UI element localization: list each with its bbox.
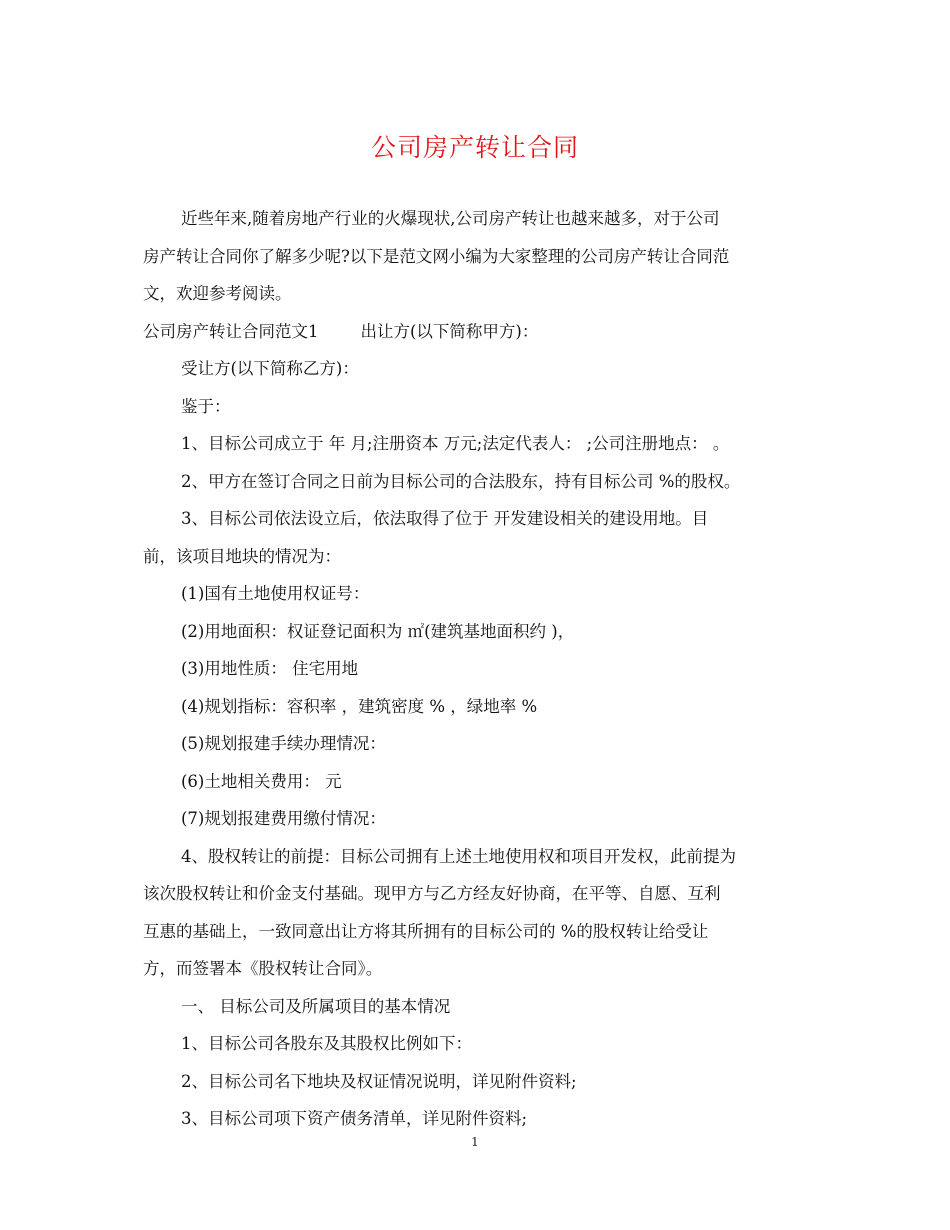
paragraph-line: (6)土地相关费用： 元 xyxy=(181,771,342,791)
paragraph-line: 1、目标公司成立于 年 月;注册资本 万元;法定代表人： ;公司注册地点： 。 xyxy=(181,434,730,453)
paragraph-line: 房产转让合同你了解多少呢?以下是范文网小编为大家整理的公司房产转让合同范 xyxy=(143,246,730,266)
document-body xyxy=(143,200,811,1138)
paragraph-line: 文，欢迎参考阅读。 xyxy=(143,284,292,303)
paragraph-line: 前，该项目地块的情况为： xyxy=(143,546,341,566)
paragraph-line: (1)国有土地使用权证号： xyxy=(181,584,370,603)
paragraph-line: (7)规划报建费用缴付情况： xyxy=(181,809,386,828)
section-heading: 公司房产转让合同范文1 xyxy=(143,321,319,341)
paragraph-line: 1、目标公司各股东及其股权比例如下： xyxy=(181,1034,472,1053)
paragraph-line: (5)规划报建手续办理情况： xyxy=(181,734,386,753)
paragraph-line: 受让方(以下简称乙方)： xyxy=(181,359,359,378)
paragraph-line: (3)用地性质： 住宅用地 xyxy=(181,659,359,678)
paragraph-line: 该次股权转让和价金支付基础。现甲方与乙方经友好协商，在平等、自愿、互利 xyxy=(143,884,721,903)
paragraph-line: 3、目标公司项下资产债务清单，详见附件资料; xyxy=(181,1109,528,1128)
page-number: 1 xyxy=(471,1135,479,1149)
paragraph-line: (4)规划指标：容积率 ，建筑密度 % ，绿地率 % xyxy=(181,696,538,716)
paragraph-line: 一、 目标公司及所属项目的基本情况 xyxy=(181,996,451,1016)
paragraph-line: 近些年来,随着房地产行业的火爆现状,公司房产转让也越来越多，对于公司 xyxy=(181,209,720,228)
paragraph-line: 互惠的基础上，一致同意出让方将其所拥有的目标公司的 %的股权转让给受让 xyxy=(143,921,709,941)
paragraph-line: 鉴于： xyxy=(181,396,231,416)
paragraph-line: 4、股权转让的前提：目标公司拥有上述土地使用权和项目开发权，此前提为 xyxy=(181,846,736,866)
paragraph-text: 出让方(以下简称甲方)： xyxy=(360,321,539,341)
section-heading-line xyxy=(143,313,811,351)
paragraph-line: 2、甲方在签订合同之日前为目标公司的合法股东，持有目标公司 %的股权。 xyxy=(181,471,741,491)
document-title: 公司房产转让合同 xyxy=(370,133,579,162)
paragraph-line: 3、目标公司依法设立后，依法取得了位于 开发建设相关的建设用地。目 xyxy=(181,509,709,528)
paragraph-line: 方，而签署本《股权转让合同》。 xyxy=(143,959,383,978)
paragraph-line: 2、目标公司名下地块及权证情况说明，详见附件资料; xyxy=(181,1071,577,1091)
paragraph-line: (2)用地面积：权证登记面积为 ㎡(建筑基地面积约 )， xyxy=(181,621,575,641)
